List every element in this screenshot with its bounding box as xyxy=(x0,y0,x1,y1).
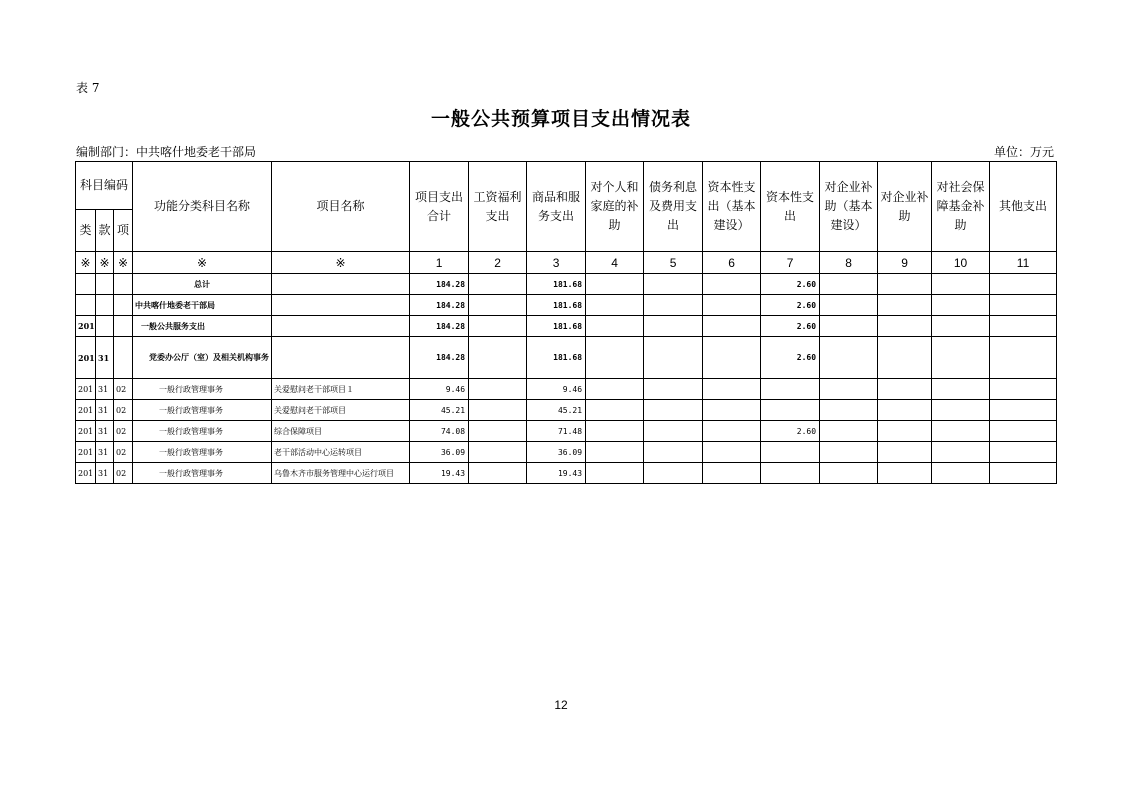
cell-lei: 201 xyxy=(76,337,96,379)
cell-xiang: 02 xyxy=(114,379,133,400)
header-col-10: 对社会保障基金补助 xyxy=(932,162,990,252)
department-label: 编制部门：中共喀什地委老干部局 xyxy=(76,145,257,159)
cell-goods: 181.68 xyxy=(527,337,586,379)
table-row xyxy=(76,442,1057,463)
cell-wage xyxy=(469,421,527,442)
cell-kuan: 31 xyxy=(96,379,114,400)
cell-capital: 2.60 xyxy=(761,316,820,337)
cell-capital xyxy=(761,400,820,421)
table-row xyxy=(76,274,1057,295)
cell-total: 9.46 xyxy=(410,379,469,400)
header-col-7: 资本性支出 xyxy=(761,162,820,252)
cell-kuan xyxy=(96,295,114,316)
index-cell: 7 xyxy=(761,252,820,274)
cell-lei xyxy=(76,274,96,295)
cell-project-name: 关爱慰问老干部项目１ xyxy=(272,379,410,400)
cell-func-name: 中共喀什地委老干部局 xyxy=(133,295,272,316)
cell-func-name: 一般行政管理事务 xyxy=(133,442,272,463)
cell-func-name: 一般行政管理事务 xyxy=(133,421,272,442)
cell-goods: 36.09 xyxy=(527,442,586,463)
cell-func-name: 总计 xyxy=(133,274,272,295)
cell-kuan: 31 xyxy=(96,463,114,484)
table-row xyxy=(76,295,1057,316)
cell-xiang: 02 xyxy=(114,463,133,484)
symbol-cell: ※ xyxy=(272,252,410,274)
cell-kuan xyxy=(96,274,114,295)
cell-xiang xyxy=(114,295,133,316)
header-col-11: 其他支出 xyxy=(990,162,1057,252)
header-col-6: 资本性支出（基本建设） xyxy=(703,162,761,252)
header-col-8: 对企业补助（基本建设） xyxy=(820,162,878,252)
cell-kuan: 31 xyxy=(96,400,114,421)
cell-goods: 181.68 xyxy=(527,274,586,295)
cell-total: 19.43 xyxy=(410,463,469,484)
cell-func-name: 一般行政管理事务 xyxy=(133,463,272,484)
cell-lei: 201 xyxy=(76,400,96,421)
cell-goods: 71.48 xyxy=(527,421,586,442)
cell-goods: 181.68 xyxy=(527,295,586,316)
index-cell: 11 xyxy=(990,252,1057,274)
cell-total: 184.28 xyxy=(410,337,469,379)
cell-total: 45.21 xyxy=(410,400,469,421)
header-project-name: 项目名称 xyxy=(272,162,410,252)
header-func-name: 功能分类科目名称 xyxy=(133,162,272,252)
cell-goods: 181.68 xyxy=(527,316,586,337)
cell-xiang xyxy=(114,316,133,337)
cell-wage xyxy=(469,337,527,379)
index-cell: 5 xyxy=(644,252,703,274)
budget-table xyxy=(75,161,1057,484)
cell-lei: 201 xyxy=(76,421,96,442)
index-cell: 4 xyxy=(586,252,644,274)
cell-wage xyxy=(469,400,527,421)
index-cell: 2 xyxy=(469,252,527,274)
header-col-4: 对个人和家庭的补助 xyxy=(586,162,644,252)
index-cell: 3 xyxy=(527,252,586,274)
header-col-3: 商品和服务支出 xyxy=(527,162,586,252)
cell-project-name: 老干部活动中心运转项目 xyxy=(272,442,410,463)
index-cell: 1 xyxy=(410,252,469,274)
cell-capital xyxy=(761,442,820,463)
cell-xiang: 02 xyxy=(114,421,133,442)
cell-wage xyxy=(469,379,527,400)
cell-total: 184.28 xyxy=(410,295,469,316)
cell-project-name: 关爱慰问老干部项目 xyxy=(272,400,410,421)
cell-lei: 201 xyxy=(76,379,96,400)
cell-kuan: 31 xyxy=(96,442,114,463)
cell-xiang xyxy=(114,337,133,379)
cell-project-name xyxy=(272,274,410,295)
cell-wage xyxy=(469,295,527,316)
symbol-cell: ※ xyxy=(96,252,114,274)
header-lei: 类 xyxy=(76,210,96,252)
header-col-9: 对企业补助 xyxy=(878,162,932,252)
cell-wage xyxy=(469,316,527,337)
cell-lei: 201 xyxy=(76,442,96,463)
cell-xiang xyxy=(114,274,133,295)
cell-capital: 2.60 xyxy=(761,337,820,379)
table-row xyxy=(76,379,1057,400)
cell-total: 74.08 xyxy=(410,421,469,442)
header-subject-code: 科目编码 xyxy=(76,162,133,210)
cell-project-name xyxy=(272,316,410,337)
cell-lei: 201 xyxy=(76,316,96,337)
cell-func-name: 一般行政管理事务 xyxy=(133,400,272,421)
cell-xiang: 02 xyxy=(114,400,133,421)
cell-goods: 9.46 xyxy=(527,379,586,400)
cell-capital xyxy=(761,379,820,400)
index-cell: 6 xyxy=(703,252,761,274)
cell-capital: 2.60 xyxy=(761,295,820,316)
cell-total: 36.09 xyxy=(410,442,469,463)
index-cell: 8 xyxy=(820,252,878,274)
symbol-cell: ※ xyxy=(114,252,133,274)
cell-wage xyxy=(469,463,527,484)
page-title: 一般公共预算项目支出情况表 xyxy=(430,108,691,130)
header-col-5: 债务利息及费用支出 xyxy=(644,162,703,252)
table-row xyxy=(76,400,1057,421)
symbol-cell: ※ xyxy=(76,252,96,274)
cell-capital xyxy=(761,463,820,484)
cell-kuan xyxy=(96,316,114,337)
cell-func-name: 一般行政管理事务 xyxy=(133,379,272,400)
header-kuan: 款 xyxy=(96,210,114,252)
symbol-cell: ※ xyxy=(133,252,272,274)
cell-goods: 45.21 xyxy=(527,400,586,421)
table-row xyxy=(76,421,1057,442)
cell-project-name: 综合保障项目 xyxy=(272,421,410,442)
header-xiang: 项 xyxy=(114,210,133,252)
index-cell: 10 xyxy=(932,252,990,274)
cell-goods: 19.43 xyxy=(527,463,586,484)
cell-xiang: 02 xyxy=(114,442,133,463)
table-tag: 表 7 xyxy=(76,81,100,95)
column-index-row xyxy=(76,252,1057,274)
header-col-1: 项目支出合计 xyxy=(410,162,469,252)
table-row xyxy=(76,316,1057,337)
cell-total: 184.28 xyxy=(410,316,469,337)
cell-wage xyxy=(469,442,527,463)
cell-total: 184.28 xyxy=(410,274,469,295)
cell-kuan: 31 xyxy=(96,337,114,379)
cell-project-name xyxy=(272,337,410,379)
cell-func-name: 一般公共服务支出 xyxy=(133,316,272,337)
cell-func-name: 党委办公厅（室）及相关机构事务 xyxy=(133,337,272,379)
page-number: 12 xyxy=(554,698,568,712)
cell-kuan: 31 xyxy=(96,421,114,442)
table-row xyxy=(76,463,1057,484)
cell-project-name xyxy=(272,295,410,316)
index-cell: 9 xyxy=(878,252,932,274)
cell-lei: 201 xyxy=(76,463,96,484)
cell-wage xyxy=(469,274,527,295)
cell-project-name: 乌鲁木齐市服务管理中心运行项目 xyxy=(272,463,410,484)
header-col-2: 工资福利支出 xyxy=(469,162,527,252)
cell-capital: 2.60 xyxy=(761,274,820,295)
table-row xyxy=(76,337,1057,379)
unit-label: 单位：万元 xyxy=(994,145,1055,159)
cell-capital: 2.60 xyxy=(761,421,820,442)
cell-lei xyxy=(76,295,96,316)
